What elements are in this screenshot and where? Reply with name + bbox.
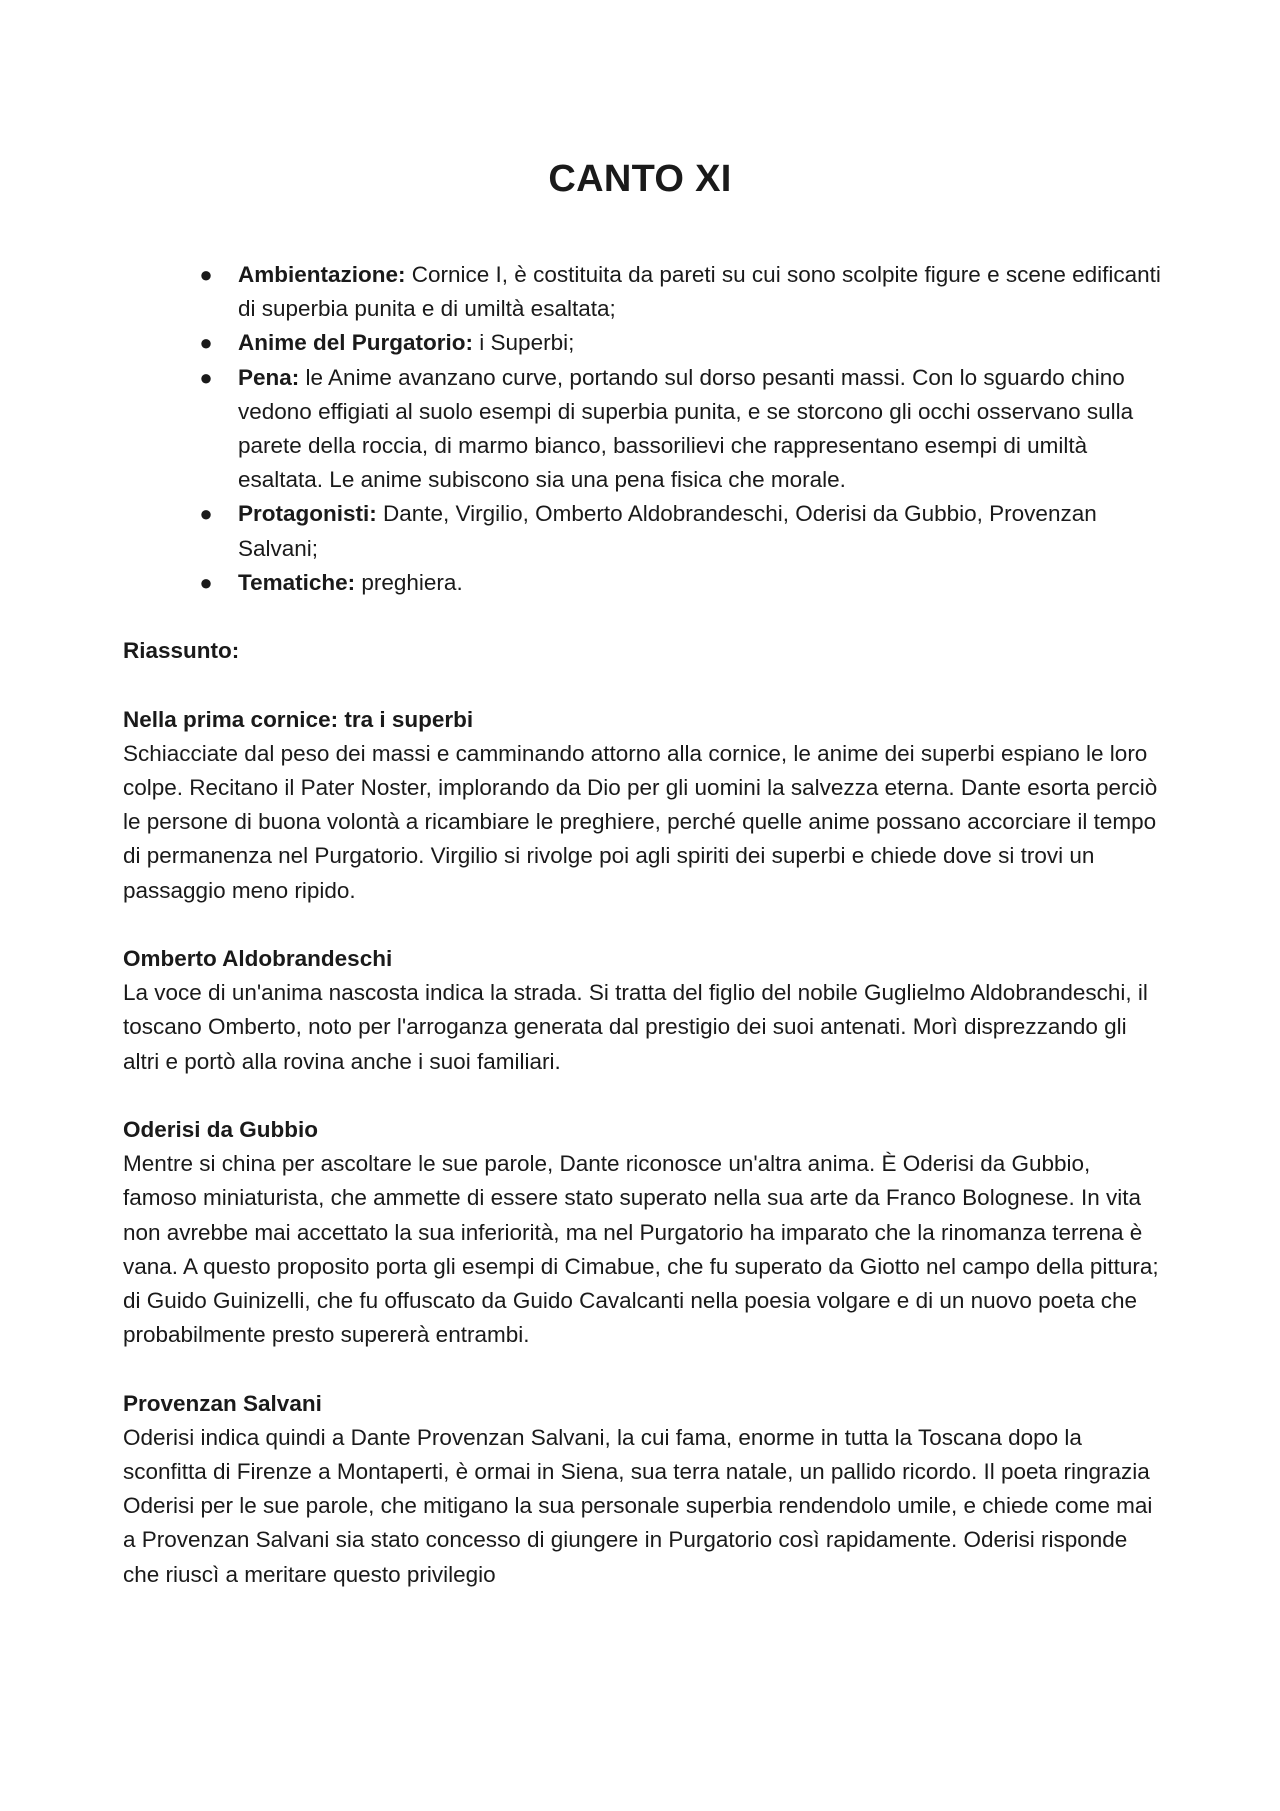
- document-body: [123, 258, 1163, 1592]
- section-paragraph: Mentre si china per ascoltare le sue parole, Dante riconosce un'altra anima. È Oderisi da Gubbio, famoso miniaturista, che ammette di essere stato superato nella sua arte da Franco Bolognese. In vita non avrebbe mai accettato la sua inferiorità, ma nel Purgatorio ha imparato che la rinomanza terrena è vana. A questo proposito porta gli esempi di Cimabue, che fu superato da Giotto nel campo della pittura; di Guido Guinizelli, che fu offuscato da Guido Cavalcanti nella poesia volgare e di un nuovo poeta che probabilmente presto supererà entrambi.: [123, 1151, 1159, 1348]
- list-item-text: i Superbi;: [473, 330, 575, 356]
- section-heading: Nella prima cornice: tra i superbi: [123, 706, 474, 732]
- list-item-text: Dante, Virgilio, Omberto Aldobrandeschi, Oderisi da Gubbio, Provenzan Salvani;: [238, 501, 1097, 561]
- overview-list: [123, 258, 1163, 600]
- list-item-label: Protagonisti:: [238, 501, 377, 527]
- spacer: [123, 668, 1163, 702]
- bullet-icon: ●: [199, 330, 213, 356]
- summary-label: Riassunto:: [123, 638, 240, 664]
- bullet-icon: ●: [199, 569, 213, 595]
- spacer: [123, 908, 1163, 942]
- spacer: [123, 1079, 1163, 1113]
- bullet-icon: ●: [199, 501, 213, 527]
- page-title: CANTO XI: [548, 158, 732, 200]
- section-heading: Omberto Aldobrandeschi: [123, 946, 393, 972]
- bullet-icon: ●: [199, 262, 213, 287]
- list-item-ambientazione: [199, 258, 1163, 326]
- list-item-text: preghiera.: [355, 569, 463, 595]
- list-item-label: Pena:: [238, 364, 300, 390]
- section-heading: Oderisi da Gubbio: [123, 1117, 319, 1143]
- section-paragraph: Schiacciate dal peso dei massi e camminando attorno alla cornice, le anime dei superbi espiano le loro colpe. Recitano il Pater Noster, implorando da Dio per gli uomini la salvezza eterna. Dante esorta perciò le persone di buona volontà a ricambiare le preghiere, perché quelle anime possano accorciare il tempo di permanenza nel Purgatorio. Virgilio si rivolge poi agli spiriti dei superbi e chiede dove si trovi un passaggio meno ripido.: [123, 740, 1158, 903]
- list-item-text: Cornice I, è costituita da pareti su cui sono scolpite figure e scene edificanti di superbia punita e di umiltà esaltata;: [238, 262, 1161, 322]
- section-paragraph: Oderisi indica quindi a Dante Provenzan Salvani, la cui fama, enorme in tutta la Toscana dopo la sconfitta di Firenze a Montaperti, è ormai in Siena, sua terra natale, un pallido ricordo. Il poeta ringrazia Oderisi per le sue parole, che mitigano la sua personale superbia rendendolo umile, e chiede come mai a Provenzan Salvani sia stato concesso di giungere in Purgatorio così rapidamente. Oderisi risponde che riuscì a meritare questo privilegio: [123, 1424, 1153, 1587]
- list-item-text: le Anime avanzano curve, portando sul dorso pesanti massi. Con lo sguardo chino vedono effigiati al suolo esempi di superbia punita, e se storcono gli occhi osservano sulla parete della roccia, di marmo bianco, bassorilievi che rappresentano esempi di umiltà esaltata. Le anime subiscono sia una pena fisica che morale.: [238, 364, 1134, 493]
- spacer: [123, 600, 1163, 634]
- section-heading: Provenzan Salvani: [123, 1390, 322, 1416]
- list-item-tematiche: [199, 566, 1163, 600]
- list-item-protagonisti: [199, 497, 1163, 565]
- list-item-label: Anime del Purgatorio:: [238, 330, 474, 356]
- list-item-pena: [199, 361, 1163, 498]
- section-paragraph: La voce di un'anima nascosta indica la strada. Si tratta del figlio del nobile Guglielmo Aldobrandeschi, il toscano Omberto, noto per l'arroganza generata dal prestigio dei suoi antenati. Morì disprezzando gli altri e portò alla rovina anche i suoi familiari.: [123, 980, 1148, 1074]
- bullet-icon: ●: [199, 364, 213, 390]
- list-item-label: Tematiche:: [238, 569, 356, 595]
- list-item-anime: [199, 326, 1163, 360]
- spacer: [123, 1352, 1163, 1386]
- list-item-label: Ambientazione:: [238, 262, 406, 287]
